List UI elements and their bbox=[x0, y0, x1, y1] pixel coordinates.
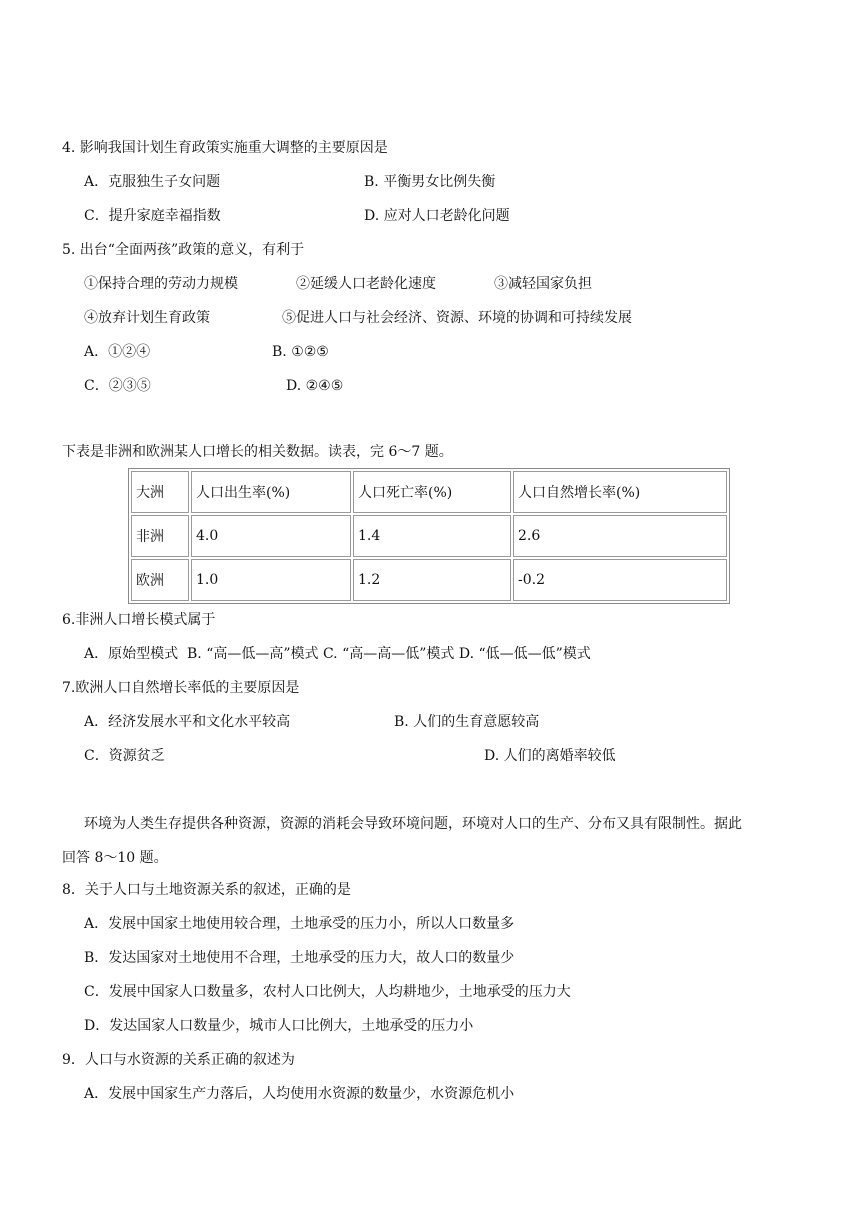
question-5-item-5: ⑤促进人口与社会经济、资源、环境的协调和可持续发展 bbox=[282, 310, 632, 326]
question-4-option-a: A．克服独生子女问题 bbox=[84, 174, 221, 190]
question-4-stem: 4. 影响我国计划生育政策实施重大调整的主要原因是 bbox=[62, 140, 388, 156]
table-cell: 1.2 bbox=[353, 559, 511, 601]
table-cell: 4.0 bbox=[191, 515, 351, 557]
question-8-option-c: C．发展中国家人口数量多，农村人口比例大，人均耕地少，土地承受的压力大 bbox=[84, 984, 571, 1000]
table-header-cell: 人口死亡率(%) bbox=[353, 471, 511, 513]
question-8-option-a: A．发展中国家土地使用较合理，土地承受的压力小，所以人口数量多 bbox=[84, 916, 515, 932]
table-cell: 1.4 bbox=[353, 515, 511, 557]
question-6-stem: 6.非洲人口增长模式属于 bbox=[62, 612, 216, 628]
table-cell: 1.0 bbox=[191, 559, 351, 601]
question-7-option-b: B. 人们的生育意愿较高 bbox=[394, 714, 540, 730]
table-cell: 2.6 bbox=[513, 515, 727, 557]
question-8-option-d: D．发达国家人口数量少，城市人口比例大，土地承受的压力小 bbox=[84, 1018, 474, 1034]
question-5-item-4: ④放弃计划生育政策 bbox=[84, 310, 210, 326]
question-5-option-d: D. ②④⑤ bbox=[286, 378, 344, 394]
question-4-option-d: D. 应对人口老龄化问题 bbox=[364, 208, 510, 224]
table-row bbox=[131, 559, 727, 601]
question-7-option-d: D. 人们的离婚率较低 bbox=[484, 748, 616, 764]
passage-line-2: 回答 8～10 题。 bbox=[62, 850, 168, 866]
question-5-option-a: A．①②④ bbox=[84, 344, 151, 360]
table-cell: 非洲 bbox=[131, 515, 189, 557]
question-7-stem: 7.欧洲人口自然增长率低的主要原因是 bbox=[62, 680, 300, 696]
population-table bbox=[128, 468, 730, 604]
question-7-option-a: A．经济发展水平和文化水平较高 bbox=[84, 714, 291, 730]
passage-line-1: 环境为人类生存提供各种资源，资源的消耗会导致环境问题，环境对人口的生产、分布又具有限制性。据此 bbox=[84, 816, 742, 832]
question-5-item-2: ②延缓人口老龄化速度 bbox=[296, 276, 436, 292]
question-8-option-b: B．发达国家对土地使用不合理，土地承受的压力大，故人口的数量少 bbox=[84, 950, 515, 966]
table-cell: -0.2 bbox=[513, 559, 727, 601]
table-row bbox=[131, 515, 727, 557]
table-header-cell: 人口出生率(%) bbox=[191, 471, 351, 513]
question-5-item-1: ①保持合理的劳动力规模 bbox=[84, 276, 238, 292]
question-5-option-c: C．②③⑤ bbox=[84, 378, 151, 394]
question-4-option-b: B. 平衡男女比例失衡 bbox=[364, 174, 496, 190]
question-4-option-c: C．提升家庭幸福指数 bbox=[84, 208, 221, 224]
question-7-option-c: C．资源贫乏 bbox=[84, 748, 165, 764]
question-6-options: A．原始型模式 B. “高—低—高”模式 C. “高—高—低”模式 D. “低—低—低”模式 bbox=[84, 646, 591, 662]
question-5-item-3: ③减轻国家负担 bbox=[494, 276, 592, 292]
table-header-cell: 人口自然增长率(%) bbox=[513, 471, 727, 513]
table-cell: 欧洲 bbox=[131, 559, 189, 601]
table-header-cell: 大洲 bbox=[131, 471, 189, 513]
question-9-option-a: A．发展中国家生产力落后，人均使用水资源的数量少，水资源危机小 bbox=[84, 1086, 515, 1102]
table-header-row bbox=[131, 471, 727, 513]
table-intro: 下表是非洲和欧洲某人口增长的相关数据。读表，完 6～7 题。 bbox=[62, 444, 453, 460]
question-5-stem: 5. 出台“全面两孩”政策的意义，有利于 bbox=[62, 242, 305, 258]
question-5-option-b: B. ①②⑤ bbox=[272, 344, 329, 360]
question-9-stem: 9．人口与水资源的关系正确的叙述为 bbox=[62, 1052, 295, 1068]
question-8-stem: 8．关于人口与土地资源关系的叙述，正确的是 bbox=[62, 882, 351, 898]
